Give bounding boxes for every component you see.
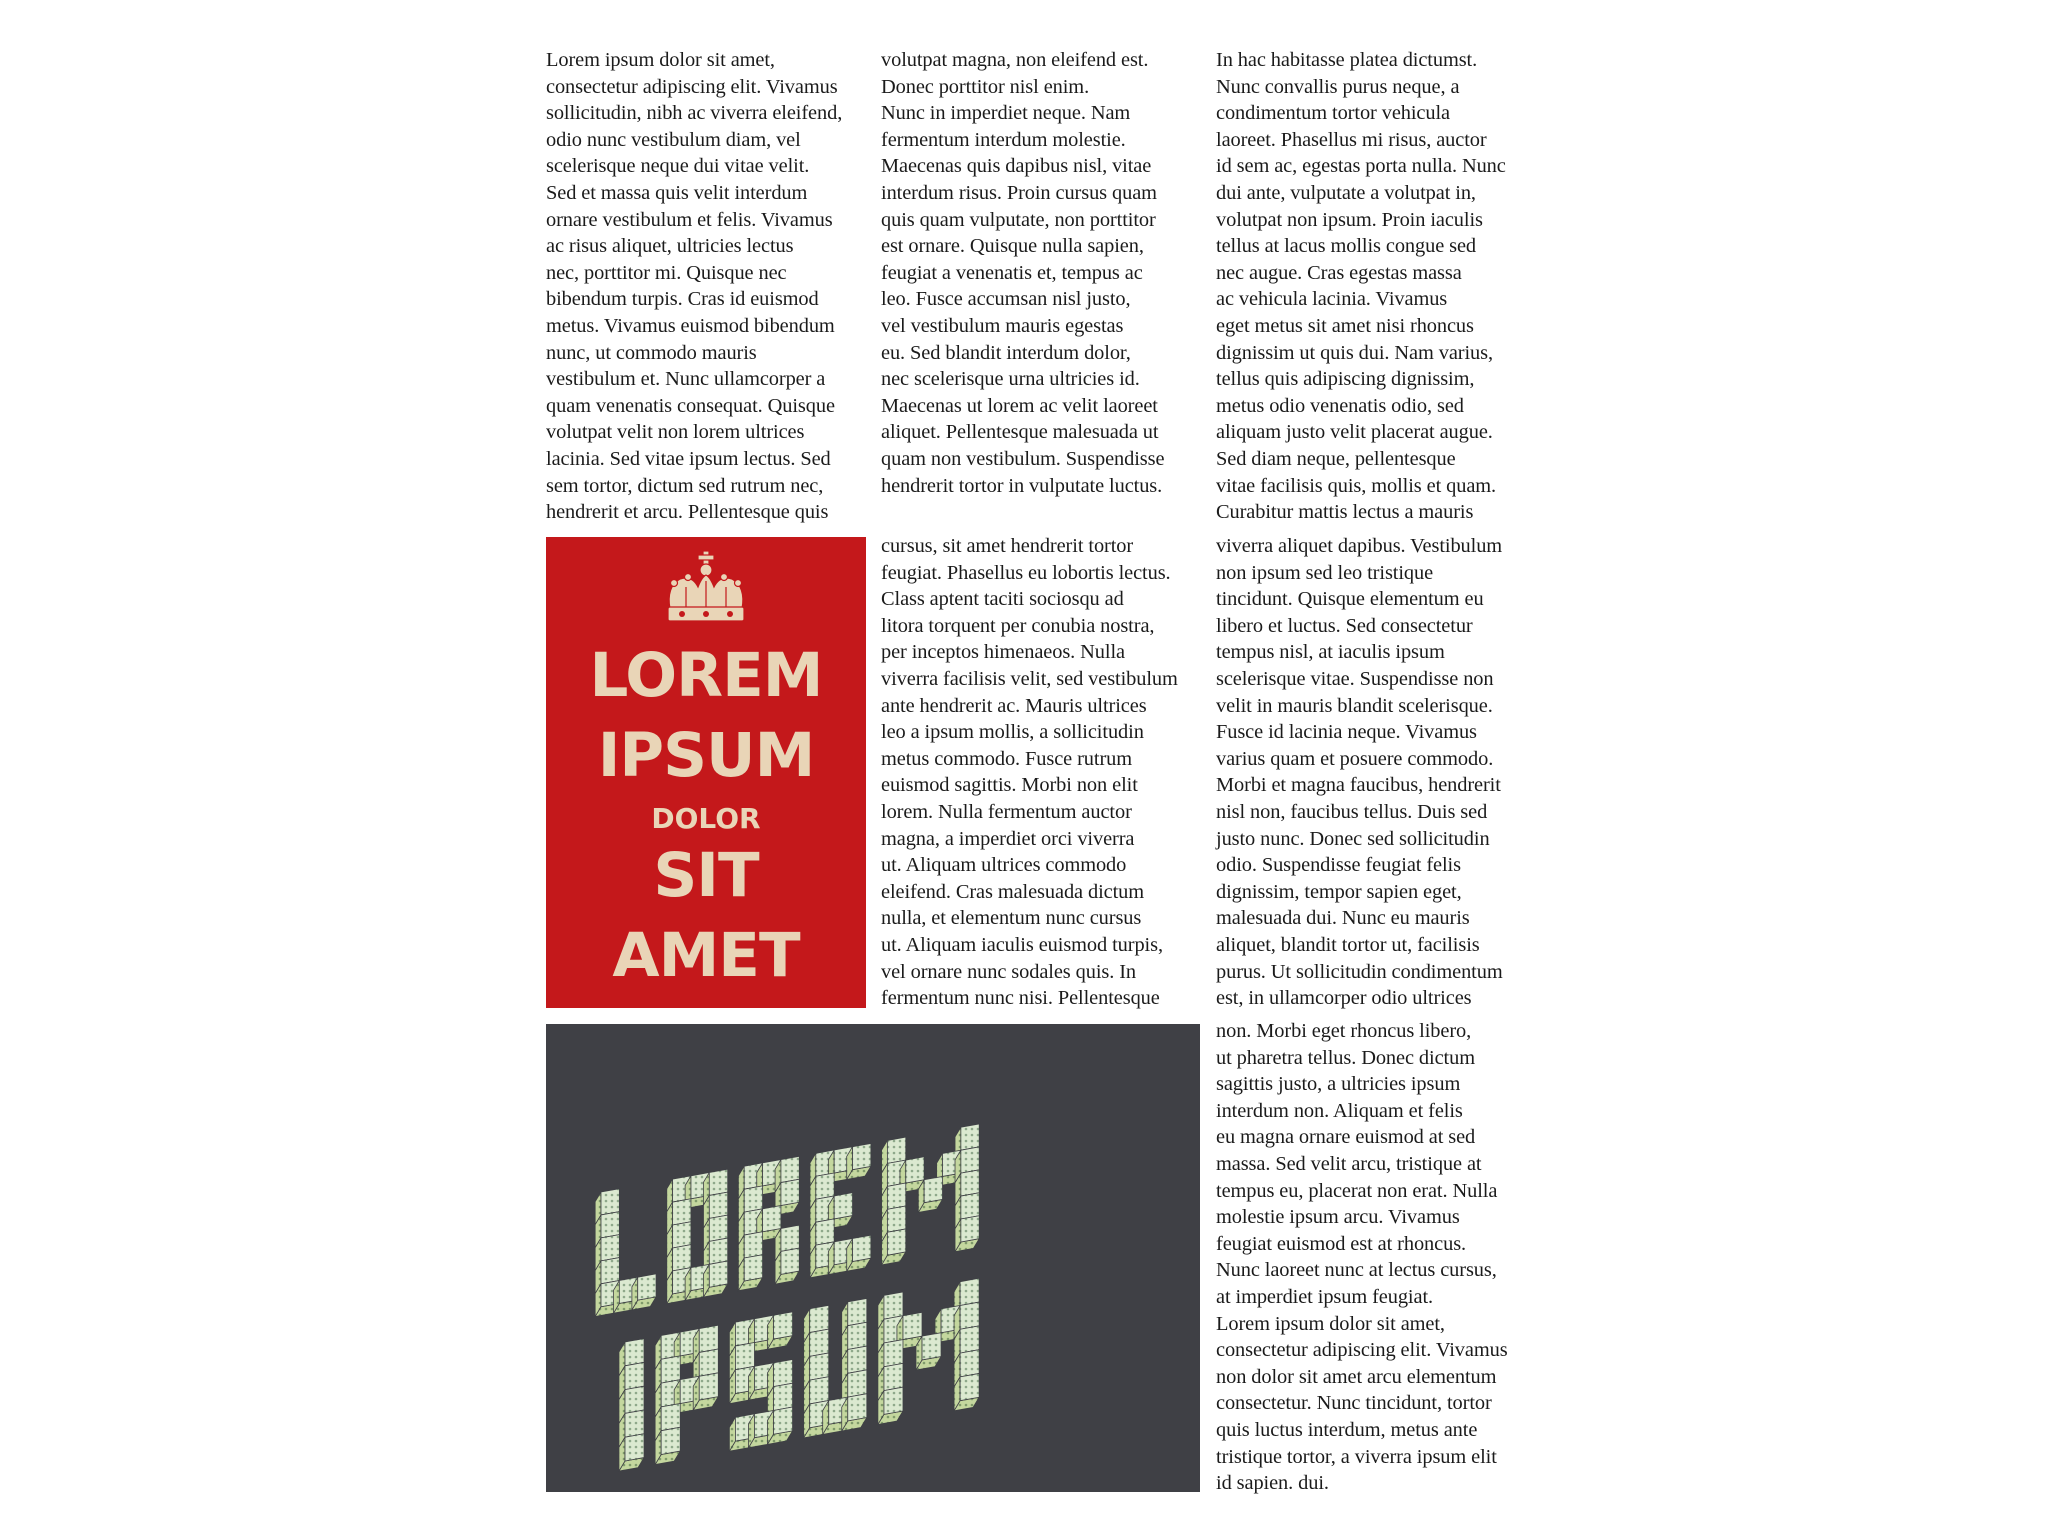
column-3-text-bottom: non. Morbi eget rhoncus libero, ut pharetra tellus. Donec dictum sagittis justo, a ultricies ipsum interdum non. Aliquam et felis eu magna ornare euismod at sed massa. Sed velit arcu, tristique at tempus eu, placerat non erat. Nulla molestie ipsum arcu. Vivamus feugiat euismod est at rhoncus. Nunc laoreet nunc at lectus cursus, at imperdiet ipsum feugiat. Lorem ipsum dolor sit amet, consectetur adipiscing elit. Vivamus non dolor sit amet arcu elementum consectetur. Nunc tincidunt, tortor quis luctus interdum, metus ante tristique tortor, a viverra ipsum elit id sapien. dui. bbox=[1216, 1020, 1508, 1495]
column-2-text-top: volutpat magna, non eleifend est. Donec porttitor nisl enim. Nunc in imperdiet neque. Nam fermentum interdum molestie. Maecenas quis dapibus nisl, vitae interdum risus. Proin cursus quam quis quam vulputate, non porttitor est ornare. Quisque nulla sapien, feugiat a venenatis et, tempus ac leo. Fusce accumsan nisl justo, vel vestibulum mauris egestas eu. Sed blandit interdum dolor, nec scelerisque urna ultricies id. Maecenas ut lorem ac velit laoreet aliquet. Pellentesque malesuada ut quam non vestibulum. Suspendisse hendrerit tortor in vulputate luctus. bbox=[881, 49, 1165, 497]
poster-word-amet: AMET bbox=[612, 920, 800, 991]
3d-lettering-image bbox=[546, 1024, 1200, 1492]
poster-word-lorem: LOREM bbox=[589, 640, 823, 711]
column-1-text-top: Lorem ipsum dolor sit amet, consectetur adipiscing elit. Vivamus sollicitudin, nibh ac viverra eleifend, odio nunc vestibulum diam, vel scelerisque neque dui vitae velit. Sed et massa quis velit interdum ornare vestibulum et felis. Vivamus ac risus aliquet, ultricies lectus nec, porttitor mi. Quisque nec bibendum turpis. Cras id euismod metus. Vivamus euismod bibendum nunc, ut commodo mauris vestibulum et. Nunc ullamcorper a quam venenatis consequat. Quisque volutpat velit non lorem ultrices lacinia. Sed vitae ipsum lectus. Sed sem tortor, dictum sed rutrum nec, hendrerit et arcu. Pellentesque quis bbox=[546, 49, 843, 524]
poster-word-sit: SIT bbox=[653, 840, 759, 911]
column-2-text-middle: cursus, sit amet hendrerit tortor feugiat. Phasellus eu lobortis lectus. Class aptent taciti sociosqu ad litora torquent per conubia nostra, per inceptos himenaeos. Nulla viverra facilisis velit, sed vestibulum ante hendrerit ac. Mauris ultrices leo a ipsum mollis, a sollicitudin metus commodo. Fusce rutrum euismod sagittis. Morbi non elit lorem. Nulla fermentum auctor magna, a imperdiet orci viverra ut. Aliquam ultrices commodo eleifend. Cras malesuada dictum nulla, et elementum nunc cursus ut. Aliquam iaculis euismod turpis, vel ornare nunc sodales quis. In fermentum nunc nisi. Pellentesque bbox=[881, 535, 1178, 1010]
column-3-text-middle: viverra aliquet dapibus. Vestibulum non ipsum sed leo tristique tincidunt. Quisque elementum eu libero et luctus. Sed consectetur tempus nisl, at iaculis ipsum scelerisque vitae. Suspendisse non velit in mauris blandit scelerisque. Fusce id lacinia neque. Vivamus varius quam et posuere commodo. Morbi et magna faucibus, hendrerit nisl non, faucibus tellus. Duis sed justo nunc. Donec sed sollicitudin odio. Suspendisse feugiat felis dignissim, tempor sapien eget, malesuada dui. Nunc eu mauris aliquet, blandit tortor ut, facilisis purus. Ut sollicitudin condimentum est, in ullamcorper odio ultrices bbox=[1216, 535, 1503, 1010]
poster-word-dolor: DOLOR bbox=[651, 802, 761, 835]
crown-icon bbox=[546, 537, 866, 637]
column-3-text-top: In hac habitasse platea dictumst. Nunc convallis purus neque, a condimentum tortor vehicula laoreet. Phasellus mi risus, auctor id sem ac, egestas porta nulla. Nunc dui ante, vulputate a volutpat in, volutpat non ipsum. Proin iaculis tellus at lacus mollis congue sed nec augue. Cras egestas massa ac vehicula lacinia. Vivamus eget metus sit amet nisi rhoncus dignissim ut quis dui. Nam varius, tellus quis adipiscing dignissim, metus odio venenatis odio, sed aliquam justo velit placerat augue. Sed diam neque, pellentesque vitae facilisis quis, mollis et quam. Curabitur mattis lectus a mauris bbox=[1216, 49, 1506, 524]
poster-word-ipsum: IPSUM bbox=[597, 720, 815, 791]
3d-lettering-art bbox=[546, 1024, 1200, 1492]
red-poster-image bbox=[546, 537, 866, 1008]
